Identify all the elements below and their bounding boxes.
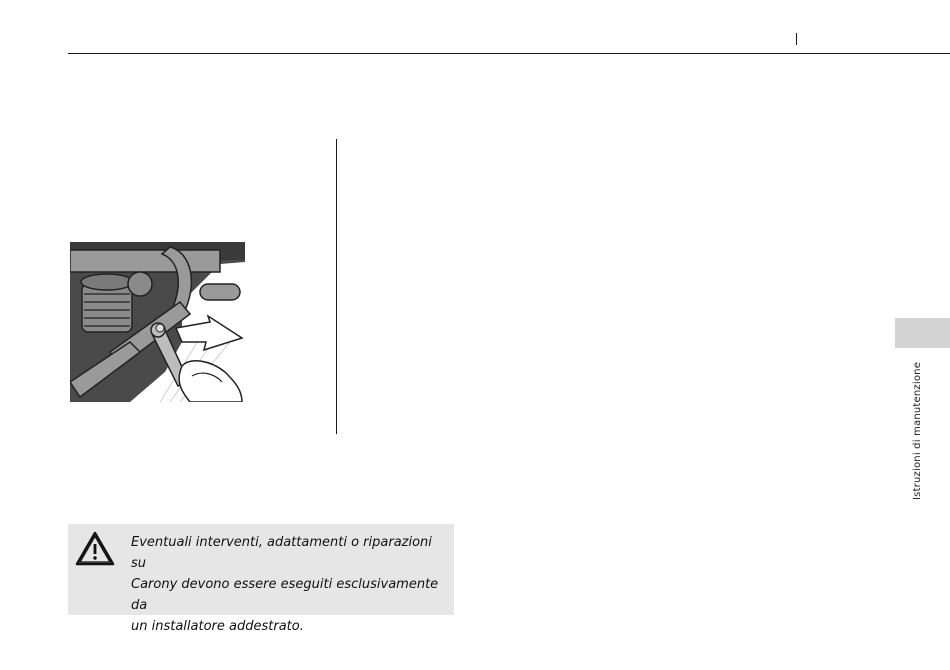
warning-box [68, 524, 454, 634]
header-separator [796, 33, 797, 45]
column-divider [336, 139, 337, 434]
wrench-bolt-illustration [70, 242, 245, 402]
section-tab [895, 318, 950, 348]
warning-triangle-icon [74, 530, 116, 568]
section-label: Istruzioni di manutenzione [912, 361, 923, 500]
warning-text: Eventuali interventi, adattamenti o riparazioni su Carony devono essere eseguiti esclusivamente da un installatore addestrato. [131, 535, 439, 634]
header-rule [68, 53, 950, 54]
